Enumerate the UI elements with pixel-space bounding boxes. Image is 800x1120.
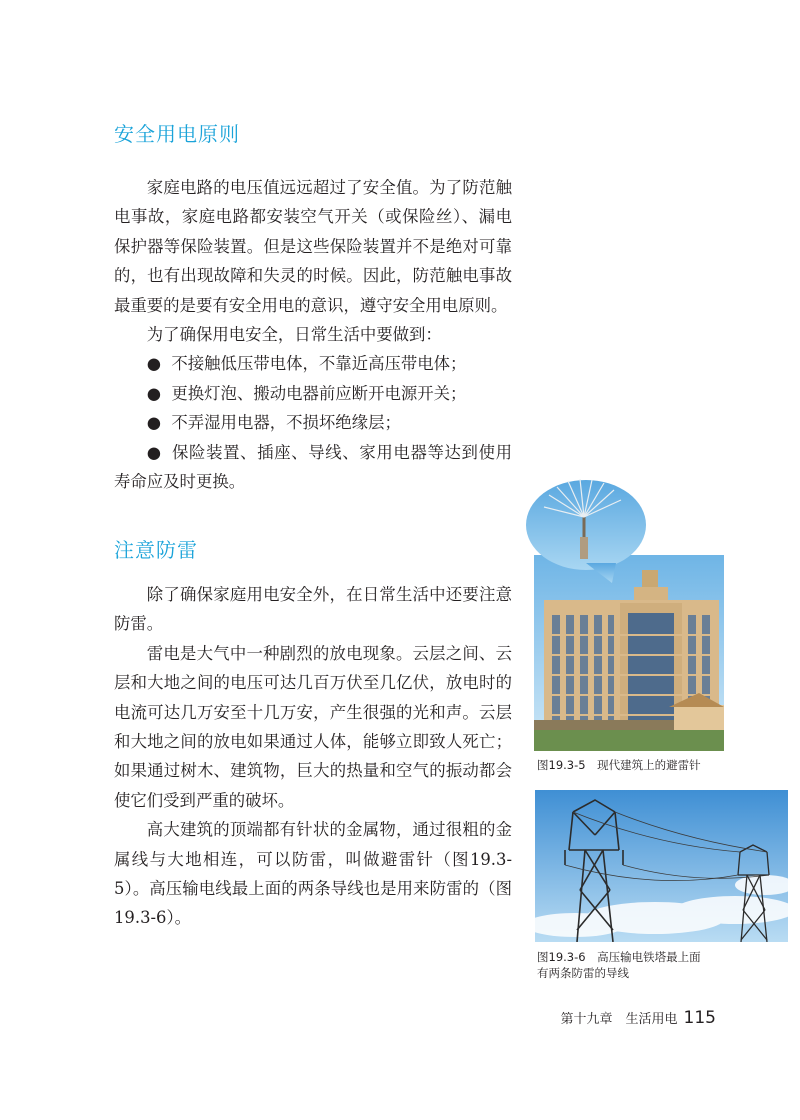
- lightning-paragraph: 雷电是大气中一种剧烈的放电现象。云层之间、云层和大地之间的电压可达几百万伏至几亿伏，放电时的电流可达几万安至十几万安，产生很强的光和声。云层和大地之间的放电如果通过人体，能够立即致人死亡；如果通过树木、建筑物，巨大的热量和空气的振动都会使它们受到严重的破坏。: [114, 643, 512, 810]
- figure-caption: [537, 949, 701, 981]
- figure-transmission-towers: [535, 790, 788, 942]
- chapter-title: 第十九章 生活用电: [560, 1012, 678, 1027]
- bullet-icon: ●: [146, 413, 162, 433]
- section-heading-lightning: 注意防雷: [114, 538, 198, 562]
- lightning-paragraph: 高大建筑的顶端都有针状的金属物，通过很粗的金属线与大地相连，可以防雷，叫做避雷针（图19.3-5）。高压输电线最上面的两条导线也是用来防雷的（图19.3-6）。: [114, 820, 512, 928]
- section-lightning-body: [114, 580, 512, 933]
- bullet-item: ● 保险装置、插座、导线、家用电器等达到使用寿命应及时更换。: [114, 438, 512, 497]
- lightning-paragraph: 除了确保家庭用电安全外，在日常生活中还要注意防雷。: [114, 585, 512, 634]
- figure-caption: 图19.3-5 现代建筑上的避雷针: [537, 758, 701, 772]
- caption-line: 图19.3-6 高压输电铁塔最上面: [537, 950, 701, 964]
- bullet-item: ● 不接触低压带电体，不靠近高压带电体；: [114, 349, 512, 378]
- bullet-item: ● 不弄湿用电器，不损坏绝缘层；: [114, 408, 512, 437]
- safety-intro: 为了确保用电安全，日常生活中要做到：: [146, 325, 442, 345]
- section-heading-safety: 安全用电原则: [114, 122, 240, 146]
- page-footer: [561, 1008, 716, 1028]
- bullet-item: ● 更换灯泡、搬动电器前应断开电源开关；: [114, 379, 512, 408]
- safety-paragraph: 家庭电路的电压值远远超过了安全值。为了防范触电事故，家庭电路都安装空气开关（或保险丝）、漏电保护器等保险装置。但是这些保险装置并不是绝对可靠的，也有出现故障和失灵的时候。因此，防范触电事故最重要的是要有安全用电的意识，遵守安全用电原则。: [114, 178, 512, 315]
- bullet-icon: ●: [146, 442, 162, 462]
- figure-building-lightning-rod: [524, 475, 724, 751]
- section-safety-body: [114, 173, 512, 496]
- bullet-icon: ●: [146, 383, 162, 403]
- bullet-icon: ●: [146, 354, 162, 374]
- page-number: 115: [683, 1008, 716, 1028]
- caption-line: 有两条防雷的导线: [537, 966, 629, 980]
